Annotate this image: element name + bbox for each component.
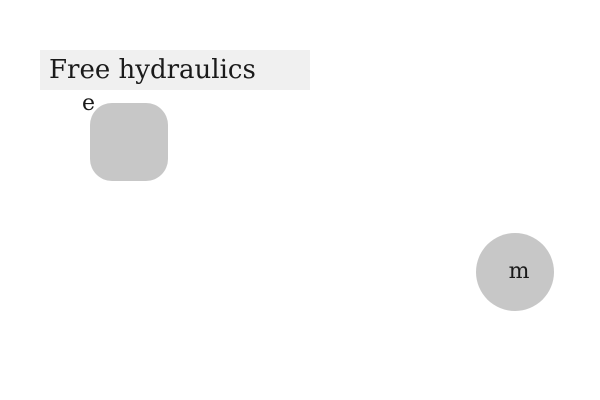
tile-label: e	[82, 91, 96, 116]
title-bar	[40, 50, 310, 90]
circle-button-label: m	[508, 259, 530, 284]
rounded-tile-button[interactable]	[90, 103, 168, 181]
page-title: Free hydraulics	[49, 55, 256, 85]
circle-button[interactable]	[476, 233, 554, 311]
